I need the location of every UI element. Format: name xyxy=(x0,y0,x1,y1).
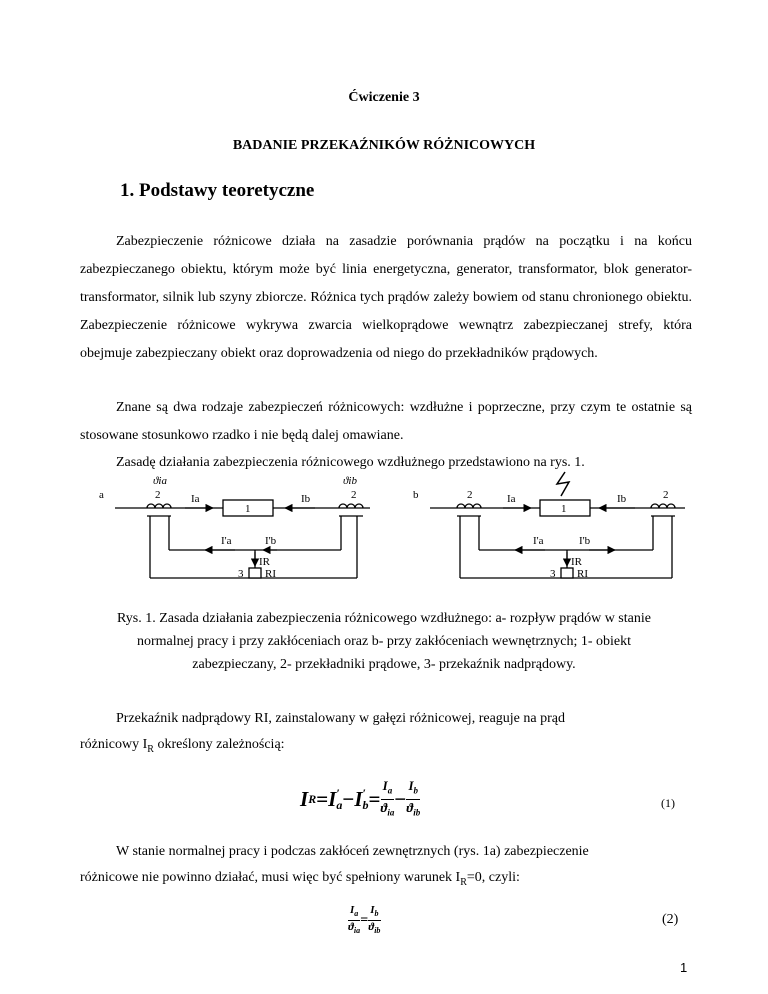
label-ct-left-b: 2 xyxy=(467,489,473,501)
label-Ipb-b: I'b xyxy=(579,535,591,547)
label-ct-right-b: 2 xyxy=(663,489,669,501)
diagram-a xyxy=(115,500,370,578)
label-ct-left: 2 xyxy=(155,489,161,501)
label-Ipb: I'b xyxy=(265,535,277,547)
figure-caption: Rys. 1. Zasada działania zabezpieczenia różnicowego wzdłużnego: a- rozpływ prądów w stanie normalnej pracy i przy zakłóceniach oraz b- przy zakłóceniach wewnętrznych; 1- obiekt zabezpieczany, 2- przekładniki prądowe, 3- przekaźnik nadprądowy. xyxy=(117,611,651,672)
label-theta-ia: ϑia xyxy=(153,475,167,487)
document-title: BADANIE PRZEKAŹNIKÓW RÓŻNICOWYCH xyxy=(232,138,536,153)
label-Ipa-b: I'a xyxy=(533,535,544,547)
paragraph-3: Zasadę działania zabezpieczenia różnicowego wzdłużnego przedstawiono na rys. 1. xyxy=(116,455,585,470)
equation-2: $I_a$ $ϑ_{ia}$ = $I_b$ $ϑ_{ib}$ xyxy=(348,904,381,936)
label-Ib-b: Ib xyxy=(617,493,627,505)
label-Ia-b: Ia xyxy=(507,493,516,505)
paragraph-1: Zabezpieczenie różnicowe działa na zasadzie porównania prądów na początku i na końcu zabezpieczanego obiektu, którym może być linia energetyczna, generator, transformator, blok generator-transformator, silnik lub szyny zbiorcze. Różnica tych prądów zależy bowiem od stanu chronionego obiektu. Zabezpieczenie różnicowe wykrywa zwarcia wielkoprądowe wewnątrz zabezpieczanej strefy, która obejmuje zabezpieczany obiekt oraz doprowadzenia od niego do przekładników prądowych. xyxy=(80,234,692,361)
label-object-b: 1 xyxy=(561,503,567,515)
diagram-b xyxy=(430,472,685,578)
label-IR: IR xyxy=(259,556,270,568)
label-theta-ib: ϑib xyxy=(343,475,357,487)
diagram-b-arrows xyxy=(503,508,635,566)
diagram-a-labels xyxy=(99,475,357,580)
paragraph-relay xyxy=(80,705,692,733)
label-IR-b: IR xyxy=(571,556,582,568)
equation-2-number: (2) xyxy=(662,912,679,927)
label-relay-3: 3 xyxy=(238,568,244,580)
section-heading: 1. Podstawy teoretyczne xyxy=(120,180,315,201)
label-RI-b: RI xyxy=(577,568,588,580)
paragraph-normal-line1: W stanie normalnej pracy i podczas zakłóceń zewnętrznych (rys. 1a) zabezpieczenie xyxy=(116,844,589,859)
label-RI: RI xyxy=(265,568,276,580)
label-Ib: Ib xyxy=(301,493,311,505)
label-Ia: Ia xyxy=(191,493,200,505)
page-number: 1 xyxy=(680,960,688,975)
label-relay-3-b: 3 xyxy=(550,568,556,580)
paragraph-relay-line1: Przekaźnik nadprądowy RI, zainstalowany w gałęzi różnicowej, reaguje na prąd xyxy=(116,711,565,726)
label-a: a xyxy=(99,489,104,501)
paragraph-2: Znane są dwa rodzaje zabezpieczeń różnicowych: wzdłużne i poprzeczne, przy czym te ostatnie są stosowane stosunkowo rzadko i nie będą dalej omawiane. xyxy=(80,400,692,443)
figure-1 xyxy=(95,470,695,592)
exercise-label: Ćwiczenie 3 xyxy=(348,90,420,105)
diagram-a-arrows xyxy=(185,508,315,566)
label-b: b xyxy=(413,489,419,501)
paragraph-normal-line2: różnicowe nie powinno działać, musi więc być spełniony warunek $I_R=0$, czyli: xyxy=(80,870,520,888)
label-ct-right: 2 xyxy=(351,489,357,501)
label-object: 1 xyxy=(245,503,251,515)
paragraph-relay-line2: różnicowy $I_R$ określony zależnością: xyxy=(80,737,285,755)
equation-1: I R = I ′ a − I ′ b = $I_a$ $ϑ_{ia}$ − $I_b$ $ϑ_{ib}$ xyxy=(300,778,421,818)
label-Ipa: I'a xyxy=(221,535,232,547)
equation-1-number: (1) xyxy=(661,796,675,810)
